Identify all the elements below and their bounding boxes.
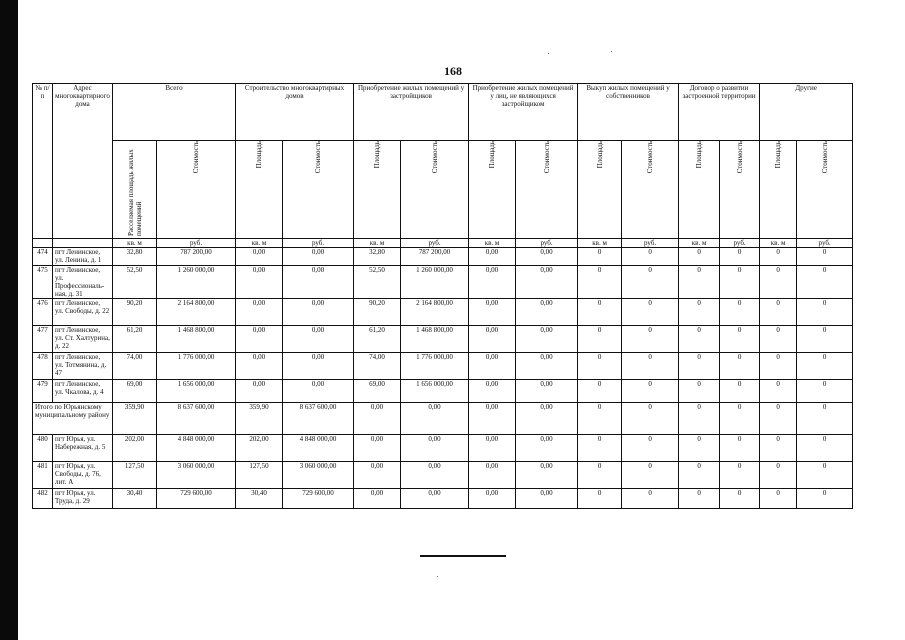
- value-cell: 0: [622, 380, 679, 403]
- subheader-cell: [797, 141, 853, 239]
- row-number: 475: [33, 266, 53, 299]
- row-address: пгт Юрья, ул. Свободы, д. 76, лит. А: [53, 462, 113, 489]
- subheader-cell: [760, 141, 797, 239]
- row-number: 478: [33, 353, 53, 380]
- subheader-cell: [283, 141, 354, 239]
- row-number: 477: [33, 326, 53, 353]
- value-cell: 2 164 800,00: [157, 299, 236, 326]
- value-cell: 0,00: [469, 380, 516, 403]
- value-cell: 0: [578, 403, 622, 435]
- value-cell: 0,00: [516, 462, 578, 489]
- subheader-label: Стоимость: [430, 141, 439, 174]
- unit-cell: руб.: [797, 239, 853, 248]
- value-cell: 0: [679, 403, 720, 435]
- value-cell: 0,00: [516, 435, 578, 462]
- value-cell: 0: [679, 266, 720, 299]
- value-cell: 0: [578, 489, 622, 509]
- value-cell: 0: [622, 403, 679, 435]
- value-cell: 0,00: [469, 462, 516, 489]
- value-cell: 0: [797, 489, 853, 509]
- header-group-development-contract: Договор о развитии застроенной территории: [679, 84, 760, 141]
- subheader-label: Стоимость: [192, 141, 200, 174]
- value-cell: 0,00: [516, 266, 578, 299]
- value-cell: 1 776 000,00: [401, 353, 469, 380]
- row-number: 482: [33, 489, 53, 509]
- value-cell: 127,50: [113, 462, 157, 489]
- row-number: 479: [33, 380, 53, 403]
- value-cell: 8 637 600,00: [157, 403, 236, 435]
- unit-cell: кв. м: [354, 239, 401, 248]
- row-address: пгт Ленинское, ул. Тотмянина, д. 47: [53, 353, 113, 380]
- header-group-total: Всего: [113, 84, 236, 141]
- value-cell: 0,00: [401, 462, 469, 489]
- value-cell: 32,80: [113, 248, 157, 266]
- subheader-label: Площадь: [695, 141, 704, 169]
- value-cell: 2 164 800,00: [401, 299, 469, 326]
- value-cell: 0,00: [236, 353, 283, 380]
- value-cell: 0: [797, 299, 853, 326]
- value-cell: 0,00: [469, 353, 516, 380]
- unit-cell: руб.: [157, 239, 236, 248]
- row-number: 474: [33, 248, 53, 266]
- value-cell: 0,00: [236, 248, 283, 266]
- value-cell: 52,50: [113, 266, 157, 299]
- value-cell: 0,00: [354, 462, 401, 489]
- subheader-cell: [578, 141, 622, 239]
- value-cell: 0: [679, 435, 720, 462]
- unit-cell: кв. м: [679, 239, 720, 248]
- value-cell: 0: [720, 435, 760, 462]
- value-cell: 1 656 000,00: [157, 380, 236, 403]
- value-cell: 0: [797, 326, 853, 353]
- row-address: пгт Юрья, ул. Набережная, д. 5: [53, 435, 113, 462]
- units-spacer: [53, 239, 113, 248]
- value-cell: 1 656 000,00: [401, 380, 469, 403]
- subheader-label: Площадь: [774, 141, 783, 169]
- value-cell: 0: [720, 299, 760, 326]
- table-row: [33, 462, 853, 489]
- value-cell: 0,00: [283, 353, 354, 380]
- value-cell: 61,20: [113, 326, 157, 353]
- value-cell: 0,00: [236, 266, 283, 299]
- row-address: пгт Ленинское, ул. Ленина, д. 1: [53, 248, 113, 266]
- value-cell: 0: [679, 299, 720, 326]
- value-cell: 0,00: [469, 248, 516, 266]
- value-cell: 1 776 000,00: [157, 353, 236, 380]
- page-number: 168: [444, 64, 462, 78]
- value-cell: 0: [797, 380, 853, 403]
- value-cell: 0: [578, 380, 622, 403]
- value-cell: 0: [578, 435, 622, 462]
- header-num: № п/п: [33, 84, 53, 239]
- row-address: пгт Ленинское, ул. Профессиональ-ная, д. 31: [53, 266, 113, 299]
- row-address: пгт Ленинское, ул. Чкалова, д. 4: [53, 380, 113, 403]
- value-cell: 0: [578, 299, 622, 326]
- subheader-cell: [157, 141, 236, 239]
- value-cell: 0: [622, 353, 679, 380]
- subheader-cell: [113, 141, 157, 239]
- table-row: [33, 326, 853, 353]
- header-address: Адрес многоквартирного дома: [53, 84, 113, 239]
- value-cell: 0: [760, 380, 797, 403]
- value-cell: 0: [760, 326, 797, 353]
- value-cell: 90,20: [113, 299, 157, 326]
- header-row: [33, 84, 853, 141]
- table-row: [33, 299, 853, 326]
- value-cell: 0: [622, 489, 679, 509]
- value-cell: 74,00: [354, 353, 401, 380]
- value-cell: 127,50: [236, 462, 283, 489]
- value-cell: 90,20: [354, 299, 401, 326]
- subheader-cell: [354, 141, 401, 239]
- value-cell: 0,00: [469, 403, 516, 435]
- value-cell: 0,00: [516, 326, 578, 353]
- unit-cell: руб.: [401, 239, 469, 248]
- value-cell: 0,00: [516, 353, 578, 380]
- subheader-label: Стоимость: [735, 141, 744, 174]
- scan-speck: [611, 51, 612, 52]
- table-row: [33, 489, 853, 509]
- unit-cell: руб.: [622, 239, 679, 248]
- value-cell: 0: [797, 248, 853, 266]
- value-cell: 0,00: [516, 299, 578, 326]
- subheader-cell: [236, 141, 283, 239]
- value-cell: 0,00: [516, 380, 578, 403]
- subheader-label: Площадь: [488, 141, 497, 169]
- unit-cell: руб.: [720, 239, 760, 248]
- row-address: пгт Юрья, ул. Труда, д. 29: [53, 489, 113, 509]
- value-cell: 0,00: [469, 435, 516, 462]
- subheader-label: Стоимость: [542, 141, 551, 174]
- value-cell: 0: [720, 403, 760, 435]
- value-cell: 0,00: [401, 489, 469, 509]
- value-cell: 0,00: [469, 326, 516, 353]
- value-cell: 0: [578, 266, 622, 299]
- value-cell: 1 260 000,00: [401, 266, 469, 299]
- unit-cell: кв. м: [469, 239, 516, 248]
- subheader-label: Расселяемая площадь жилых помещений: [126, 149, 143, 236]
- value-cell: 0,00: [283, 326, 354, 353]
- value-cell: 729 600,00: [157, 489, 236, 509]
- value-cell: 4 848 000,00: [157, 435, 236, 462]
- total-label: Итого по Юрьянскому муниципальному району: [33, 403, 113, 435]
- value-cell: 0: [622, 248, 679, 266]
- value-cell: 0,00: [354, 403, 401, 435]
- value-cell: 202,00: [236, 435, 283, 462]
- resettlement-table: [32, 83, 853, 509]
- value-cell: 69,00: [354, 380, 401, 403]
- value-cell: 1 468 800,00: [401, 326, 469, 353]
- value-cell: 0: [622, 326, 679, 353]
- value-cell: 0,00: [354, 435, 401, 462]
- value-cell: 787 200,00: [157, 248, 236, 266]
- value-cell: 0: [760, 266, 797, 299]
- value-cell: 0: [622, 299, 679, 326]
- table-row: [33, 248, 853, 266]
- value-cell: 0: [760, 403, 797, 435]
- value-cell: 0,00: [283, 299, 354, 326]
- value-cell: 0: [760, 299, 797, 326]
- table-row: [33, 353, 853, 380]
- header-group-other: Другие: [760, 84, 853, 141]
- value-cell: 0: [797, 403, 853, 435]
- row-number: 476: [33, 299, 53, 326]
- value-cell: 0: [679, 380, 720, 403]
- value-cell: 0: [622, 435, 679, 462]
- value-cell: 52,50: [354, 266, 401, 299]
- row-number: 481: [33, 462, 53, 489]
- value-cell: 0: [720, 326, 760, 353]
- subheader-label: Площадь: [255, 141, 264, 169]
- subheader-label: Стоимость: [646, 141, 655, 174]
- value-cell: 32,80: [354, 248, 401, 266]
- footer-rule: [420, 555, 506, 558]
- value-cell: 0,00: [516, 403, 578, 435]
- value-cell: 202,00: [113, 435, 157, 462]
- value-cell: 30,40: [113, 489, 157, 509]
- subheader-label: Стоимость: [314, 141, 323, 174]
- subheader-cell: [401, 141, 469, 239]
- value-cell: 0: [578, 326, 622, 353]
- value-cell: 0,00: [283, 248, 354, 266]
- value-cell: 0: [578, 462, 622, 489]
- value-cell: 3 060 000,00: [157, 462, 236, 489]
- value-cell: 0,00: [516, 248, 578, 266]
- value-cell: 0: [679, 462, 720, 489]
- value-cell: 0: [720, 462, 760, 489]
- unit-cell: кв. м: [760, 239, 797, 248]
- value-cell: 359,90: [113, 403, 157, 435]
- value-cell: 0,00: [469, 489, 516, 509]
- subheader-label: Площадь: [595, 141, 604, 169]
- units-spacer: [33, 239, 53, 248]
- value-cell: 69,00: [113, 380, 157, 403]
- table-row: [33, 435, 853, 462]
- value-cell: 0: [760, 248, 797, 266]
- row-number: 480: [33, 435, 53, 462]
- value-cell: 4 848 000,00: [283, 435, 354, 462]
- unit-cell: руб.: [516, 239, 578, 248]
- value-cell: 74,00: [113, 353, 157, 380]
- table-row: [33, 266, 853, 299]
- value-cell: 0: [679, 353, 720, 380]
- scan-speck: [548, 53, 549, 54]
- subheader-cell: [720, 141, 760, 239]
- units-row: [33, 239, 853, 248]
- row-address: пгт Ленинское, ул. Ст. Халтурина, д. 22: [53, 326, 113, 353]
- value-cell: 0: [679, 248, 720, 266]
- value-cell: 0,00: [236, 299, 283, 326]
- table-row: [33, 380, 853, 403]
- value-cell: 0: [679, 489, 720, 509]
- header-group-buyout: Выкуп жилых помещений у собственников: [578, 84, 679, 141]
- value-cell: 0: [797, 353, 853, 380]
- value-cell: 8 637 600,00: [283, 403, 354, 435]
- unit-cell: руб.: [283, 239, 354, 248]
- total-row: [33, 403, 853, 435]
- unit-cell: кв. м: [113, 239, 157, 248]
- value-cell: 0: [760, 489, 797, 509]
- subheader-label: Стоимость: [820, 141, 829, 174]
- value-cell: 30,40: [236, 489, 283, 509]
- value-cell: 0,00: [283, 266, 354, 299]
- value-cell: 0: [720, 489, 760, 509]
- value-cell: 729 600,00: [283, 489, 354, 509]
- subheader-label: Площадь: [373, 141, 382, 169]
- value-cell: 0: [797, 462, 853, 489]
- value-cell: 0,00: [283, 380, 354, 403]
- value-cell: 0: [622, 266, 679, 299]
- value-cell: 0: [720, 248, 760, 266]
- value-cell: 0,00: [516, 489, 578, 509]
- unit-cell: кв. м: [578, 239, 622, 248]
- value-cell: 1 260 000,00: [157, 266, 236, 299]
- value-cell: 1 468 800,00: [157, 326, 236, 353]
- value-cell: 0,00: [354, 489, 401, 509]
- row-address: пгт Ленинское, ул. Свободы, д. 22: [53, 299, 113, 326]
- value-cell: 0: [720, 380, 760, 403]
- header-group-developer-purchase: Приобретение жилых помещений у застройщиков: [354, 84, 469, 141]
- subheader-cell: [516, 141, 578, 239]
- scan-speck: [437, 576, 438, 577]
- value-cell: 0: [578, 248, 622, 266]
- header-group-nondeveloper-purchase: Приобретение жилых помещений у лиц, не являющихся застройщиком: [469, 84, 578, 141]
- subheader-cell: [679, 141, 720, 239]
- value-cell: 0: [720, 266, 760, 299]
- subheader-row: [33, 141, 853, 239]
- value-cell: 0,00: [236, 380, 283, 403]
- value-cell: 0: [760, 435, 797, 462]
- value-cell: 0: [720, 353, 760, 380]
- value-cell: 0,00: [469, 266, 516, 299]
- value-cell: 61,20: [354, 326, 401, 353]
- value-cell: 0: [760, 353, 797, 380]
- scan-left-border: [0, 0, 18, 640]
- value-cell: 787 200,00: [401, 248, 469, 266]
- value-cell: 0: [622, 462, 679, 489]
- value-cell: 0,00: [236, 326, 283, 353]
- value-cell: 0,00: [469, 299, 516, 326]
- value-cell: 3 060 000,00: [283, 462, 354, 489]
- value-cell: 0,00: [401, 435, 469, 462]
- header-group-construction: Строительство многоквартирных домов: [236, 84, 354, 141]
- subheader-cell: [622, 141, 679, 239]
- value-cell: 0,00: [401, 403, 469, 435]
- value-cell: 0: [760, 462, 797, 489]
- unit-cell: кв. м: [236, 239, 283, 248]
- subheader-cell: [469, 141, 516, 239]
- value-cell: 0: [797, 266, 853, 299]
- value-cell: 359,90: [236, 403, 283, 435]
- value-cell: 0: [578, 353, 622, 380]
- value-cell: 0: [679, 326, 720, 353]
- value-cell: 0: [797, 435, 853, 462]
